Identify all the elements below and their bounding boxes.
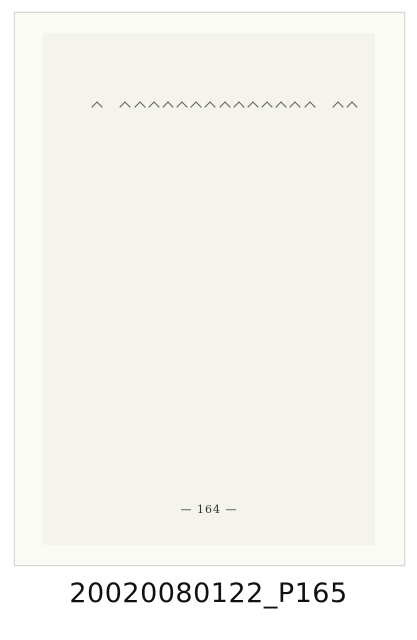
text-column [233, 65, 246, 487]
text-column [275, 65, 288, 487]
column-text [148, 111, 161, 487]
text-column [332, 65, 345, 487]
column-text [77, 111, 90, 238]
text-column [219, 65, 232, 487]
column-text [204, 111, 217, 487]
text-column [346, 65, 359, 487]
image-caption: 20020080122_P165 [69, 578, 348, 609]
column-text [233, 111, 246, 487]
text-column [77, 65, 90, 487]
text-column [289, 65, 302, 487]
column-text [247, 111, 260, 487]
text-column [247, 65, 260, 487]
text-column [91, 65, 104, 487]
column-text [105, 111, 118, 487]
column-text [119, 111, 132, 487]
text-column [148, 65, 161, 487]
book-page [43, 33, 375, 545]
column-text [304, 111, 317, 487]
text-column [176, 65, 189, 487]
text-column [261, 65, 274, 487]
text-column [190, 65, 203, 487]
scan-frame [14, 12, 405, 566]
column-text [91, 111, 104, 487]
page-number: — 164 — [180, 503, 238, 516]
vertical-text-block [77, 65, 359, 487]
text-column [134, 65, 147, 487]
text-column [304, 65, 317, 487]
column-text [190, 111, 203, 487]
column-text [346, 111, 359, 487]
text-column [204, 65, 217, 487]
text-column [119, 65, 132, 487]
text-column [105, 65, 118, 487]
text-column [162, 65, 175, 487]
column-text [134, 111, 147, 487]
column-text [289, 111, 302, 487]
column-text [176, 111, 189, 487]
column-text [318, 111, 331, 487]
column-text [219, 111, 232, 487]
text-column [318, 65, 331, 487]
column-text [275, 111, 288, 487]
column-text [261, 111, 274, 487]
column-text [332, 111, 345, 487]
column-text [162, 111, 175, 487]
